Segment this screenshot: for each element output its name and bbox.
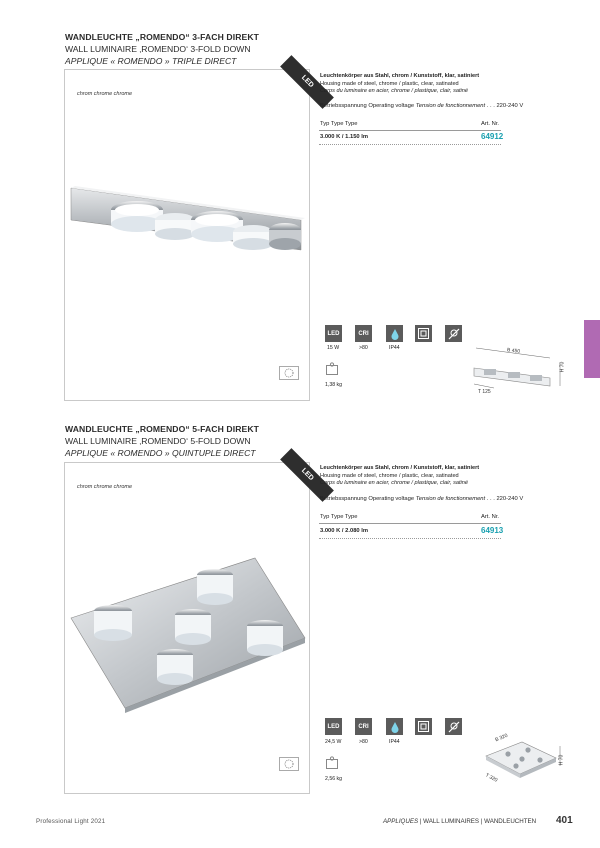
art-header: Art. Nr. bbox=[481, 121, 500, 127]
led-icon: LED bbox=[325, 718, 342, 735]
not-dimmable-icon bbox=[445, 718, 462, 735]
table-divider bbox=[319, 523, 501, 524]
footer-section bbox=[383, 818, 536, 825]
footer-catalog-name: Professional Light 2021 bbox=[36, 818, 106, 825]
product-1-title-en: WALL LUMINAIRE ‚ROMENDO‘ 3-FOLD DOWN bbox=[65, 44, 251, 54]
dim-depth: T 125 bbox=[478, 389, 491, 395]
uv-quality-icon bbox=[279, 366, 299, 380]
dim-width: B 450 bbox=[506, 347, 521, 355]
product-2-title-fr: APPLIQUE « ROMENDO » QUINTUPLE DIRECT bbox=[65, 448, 256, 458]
cri-label: >80 bbox=[359, 345, 368, 351]
weight-value: 1,38 kg bbox=[325, 382, 343, 388]
ip-drop-icon bbox=[386, 718, 403, 735]
ip-label: IP44 bbox=[389, 345, 400, 351]
voltage-label-fr: Tension de fonctionnement bbox=[415, 496, 486, 502]
weight-icon bbox=[325, 362, 339, 376]
spec-de: Leuchtenkörper aus Stahl, chrom / Kunststoff, klar, satiniert bbox=[320, 465, 480, 471]
type-header: Typ Type Type bbox=[320, 514, 358, 520]
weight-icon bbox=[325, 756, 339, 770]
product-1-spec bbox=[320, 73, 479, 96]
art-number[interactable]: 64913 bbox=[481, 526, 504, 535]
product-1-title-fr: APPLIQUE « ROMENDO » TRIPLE DIRECT bbox=[65, 56, 237, 66]
weight-value: 2,56 kg bbox=[325, 776, 343, 782]
finish-label: chrom chrome chrome bbox=[77, 484, 133, 490]
wall-lamp-5-photo bbox=[65, 463, 309, 793]
dim-depth: T 320 bbox=[484, 772, 499, 784]
product-2-title-de: WANDLEUCHTE „ROMENDO“ 5-FACH DIREKT bbox=[65, 424, 259, 434]
section-tab bbox=[584, 320, 600, 378]
product-2-voltage: Betriebsspannung Operating voltage Tension de fonctionnement . . . 220-240 V bbox=[320, 496, 524, 502]
spec-en: Housing made of steel, chrome / plastic, clear, satinated bbox=[320, 80, 459, 87]
finish-label: chrom chrome chrome bbox=[77, 91, 133, 97]
table-divider bbox=[319, 538, 501, 539]
spec-fr: Corps du luminaire en acier, chrome / plastique, clair, satiné bbox=[320, 88, 468, 95]
footer-section-fr: APPLIQUES bbox=[383, 818, 419, 825]
table-divider bbox=[319, 144, 501, 145]
type-value: 3.000 K / 2.080 lm bbox=[320, 528, 369, 534]
voltage-value: 220-240 V bbox=[496, 103, 524, 109]
voltage-value: 220-240 V bbox=[496, 496, 524, 502]
not-dimmable-icon bbox=[445, 325, 462, 342]
product-2-image bbox=[64, 462, 315, 794]
cri-icon: CRI bbox=[355, 325, 372, 342]
voltage-label-fr: Tension de fonctionnement bbox=[415, 103, 486, 109]
art-header: Art. Nr. bbox=[481, 514, 500, 520]
protection-class-icon bbox=[415, 325, 432, 342]
product-1-image bbox=[64, 69, 315, 401]
table-divider bbox=[319, 130, 501, 131]
uv-quality-icon bbox=[279, 757, 299, 771]
dimension-drawing-2 bbox=[478, 732, 568, 792]
type-value: 3.000 K / 1.150 lm bbox=[320, 134, 369, 140]
wall-lamp-3-photo bbox=[65, 70, 309, 400]
dim-height: H 70 bbox=[558, 754, 565, 766]
voltage-label: Betriebsspannung Operating voltage bbox=[320, 496, 415, 502]
ip-label: IP44 bbox=[389, 739, 400, 745]
ip-drop-icon bbox=[386, 325, 403, 342]
dim-width: B 320 bbox=[494, 732, 509, 744]
art-number[interactable]: 64912 bbox=[481, 132, 504, 141]
led-icon: LED bbox=[325, 325, 342, 342]
product-1-title-de: WANDLEUCHTE „ROMENDO“ 3-FACH DIREKT bbox=[65, 32, 259, 42]
wattage-label: 24,5 W bbox=[325, 739, 342, 745]
protection-class-icon bbox=[415, 718, 432, 735]
spec-fr: Corps du luminaire en acier, chrome / plastique, clair, satiné bbox=[320, 480, 468, 487]
product-1-voltage: Betriebsspannung Operating voltage Tension de fonctionnement . . . 220-240 V bbox=[320, 103, 524, 109]
product-2-spec bbox=[320, 465, 479, 488]
dim-height: H 70 bbox=[559, 361, 566, 373]
led-badge: LED bbox=[280, 448, 334, 502]
product-2-title-en: WALL LUMINAIRE ‚ROMENDO‘ 5-FOLD DOWN bbox=[65, 436, 251, 446]
cri-icon: CRI bbox=[355, 718, 372, 735]
type-header: Typ Type Type bbox=[320, 121, 358, 127]
voltage-label: Betriebsspannung Operating voltage bbox=[320, 103, 415, 109]
cri-label: >80 bbox=[359, 739, 368, 745]
wattage-label: 15 W bbox=[327, 345, 340, 351]
spec-en: Housing made of steel, chrome / plastic, clear, satinated bbox=[320, 472, 459, 479]
led-badge: LED bbox=[280, 55, 334, 109]
footer-section-rest: | WALL LUMINAIRES | WANDLEUCHTEN bbox=[418, 818, 537, 825]
page-number: 401 bbox=[556, 815, 573, 826]
spec-de: Leuchtenkörper aus Stahl, chrom / Kunststoff, klar, satiniert bbox=[320, 73, 480, 79]
